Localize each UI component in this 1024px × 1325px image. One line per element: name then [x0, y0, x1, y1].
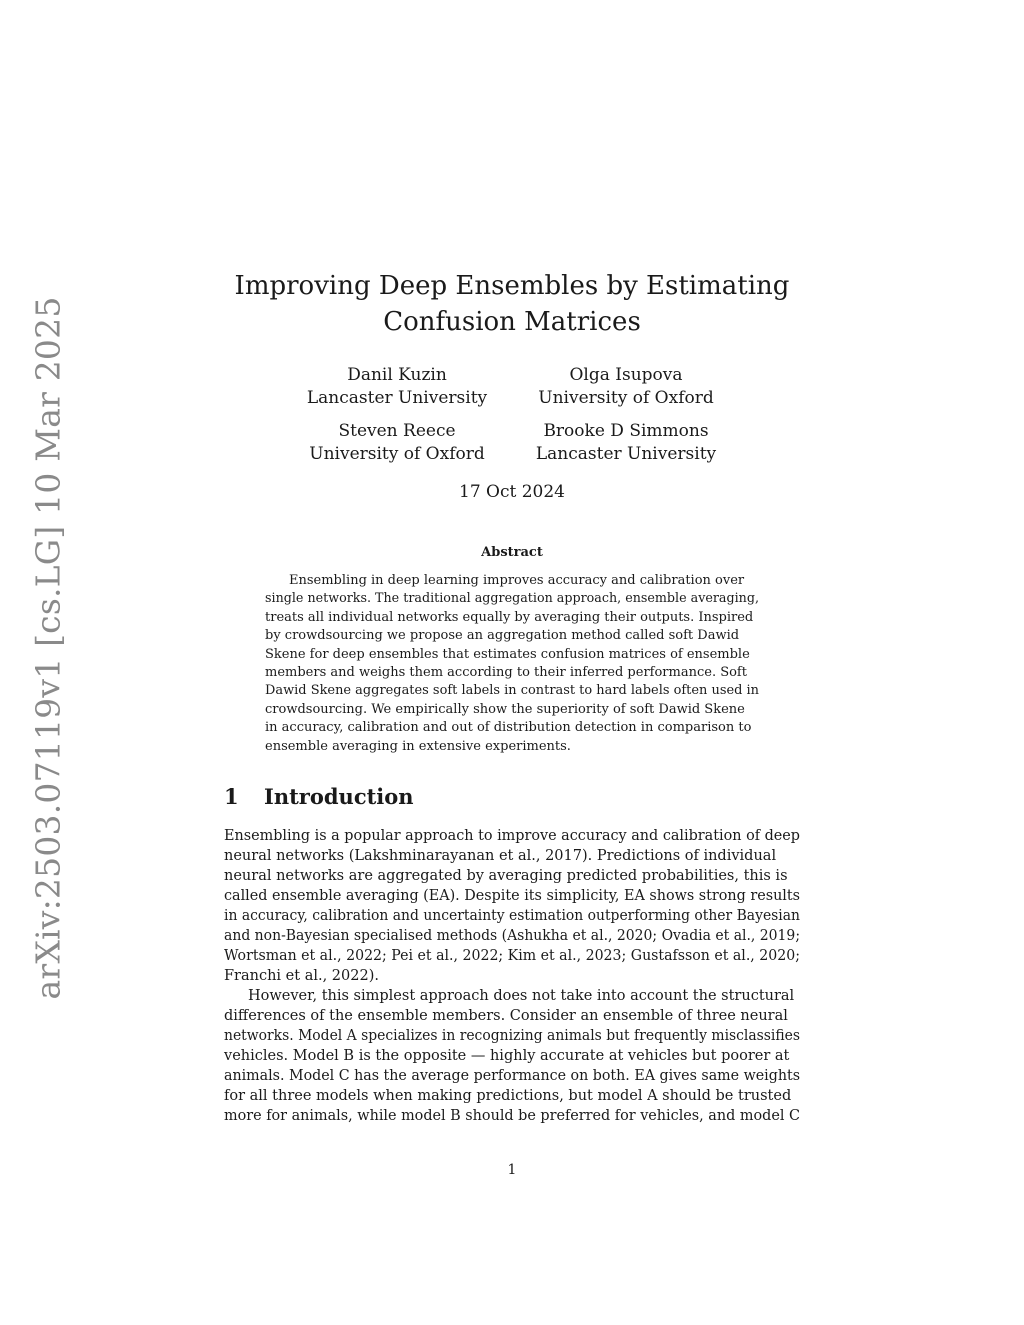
intro-line: animals. Model C has the average performance on both. EA gives same weights: [224, 1068, 800, 1084]
abstract-line: Ensembling in deep learning improves accuracy and calibration over: [289, 573, 745, 588]
author-affiliation: Lancaster University: [535, 444, 717, 464]
abstract-line: by crowdsourcing we propose an aggregation method called soft Dawid: [265, 628, 740, 644]
abstract-line: Dawid Skene aggregates soft labels in contrast to hard labels often used in: [265, 683, 760, 699]
paper-date: 17 Oct 2024: [459, 482, 565, 502]
page-number: 1: [507, 1162, 517, 1178]
intro-line: neural networks (Lakshminarayanan et al., 2017). Predictions of individual: [224, 848, 777, 864]
author-name: Olga Isupova: [569, 365, 683, 385]
arxiv-identifier-stamp: arXiv:2503.07119v1 [cs.LG] 10 Mar 2025: [28, 296, 68, 1000]
intro-line: for all three models when making predictions, but model A should be trusted: [224, 1088, 792, 1104]
author-block-1: [282, 364, 512, 410]
intro-line: called ensemble averaging (EA). Despite its simplicity, EA shows strong results: [224, 888, 801, 904]
paper-title: [224, 268, 800, 340]
abstract-line: Skene for deep ensembles that estimates confusion matrices of ensemble: [265, 646, 750, 662]
intro-line: differences of the ensemble members. Consider an ensemble of three neural: [224, 1008, 788, 1024]
intro-line: Franchi et al., 2022).: [224, 968, 379, 984]
intro-line: vehicles. Model B is the opposite — highly accurate at vehicles but poorer at: [224, 1048, 790, 1064]
abstract-body: [265, 572, 759, 756]
author-block-2: [511, 364, 741, 410]
author-affiliation: University of Oxford: [538, 388, 714, 408]
intro-line: in accuracy, calibration and uncertainty estimation outperforming other Bayesian: [224, 908, 800, 924]
section-number: 1: [224, 784, 239, 809]
author-affiliation: University of Oxford: [309, 444, 485, 464]
intro-line: Wortsman et al., 2022; Pei et al., 2022; Kim et al., 2023; Gustafsson et al., 2020;: [224, 948, 801, 964]
intro-paragraph-2: [224, 986, 800, 1126]
abstract-line: single networks. The traditional aggregation approach, ensemble averaging,: [265, 591, 760, 607]
author-block-3: [282, 420, 512, 466]
abstract-line: in accuracy, calibration and out of distribution detection in comparison to: [265, 720, 752, 736]
intro-paragraph-1: [224, 826, 800, 986]
abstract-line: treats all individual networks equally by averaging their outputs. Inspired: [265, 609, 754, 625]
intro-line: However, this simplest approach does not take into account the structural: [248, 988, 795, 1004]
abstract-line: crowdsourcing. We empirically show the superiority of soft Dawid Skene: [265, 701, 745, 717]
introduction-body: [224, 826, 800, 1126]
author-name: Danil Kuzin: [347, 365, 447, 385]
title-line-2: Confusion Matrices: [383, 307, 641, 337]
section-title: Introduction: [264, 784, 414, 809]
abstract-line: members and weighs them according to their inferred performance. Soft: [265, 665, 747, 681]
title-line-1: Improving Deep Ensembles by Estimating: [234, 271, 790, 301]
author-block-4: [511, 420, 741, 466]
intro-line: Ensembling is a popular approach to improve accuracy and calibration of deep: [224, 828, 801, 844]
section-heading-introduction: [224, 784, 414, 809]
author-name: Steven Reece: [338, 421, 456, 441]
author-affiliation: Lancaster University: [306, 388, 488, 408]
abstract-heading: Abstract: [481, 545, 543, 560]
intro-line: networks. Model A specializes in recognizing animals but frequently misclassifies: [224, 1028, 801, 1044]
author-name: Brooke D Simmons: [543, 421, 709, 441]
intro-line: and non-Bayesian specialised methods (Ashukha et al., 2020; Ovadia et al., 2019;: [224, 928, 801, 944]
abstract-line: ensemble averaging in extensive experiments.: [265, 738, 571, 754]
intro-line: more for animals, while model B should be preferred for vehicles, and model C: [224, 1108, 800, 1124]
intro-line: neural networks are aggregated by averaging predicted probabilities, this is: [224, 868, 788, 884]
